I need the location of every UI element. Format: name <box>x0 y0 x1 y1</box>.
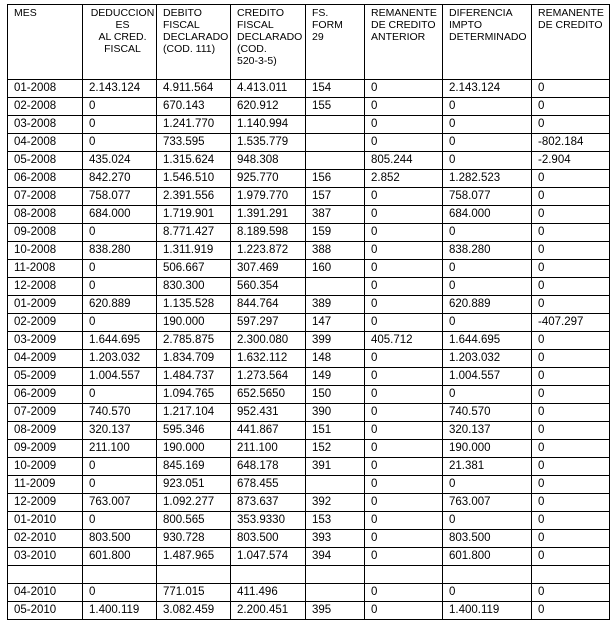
cell-credito: 803.500 <box>231 530 306 548</box>
cell-deducciones: 1.004.557 <box>83 368 157 386</box>
cell-diferencia: 0 <box>443 134 532 152</box>
cell-remanente: 0 <box>532 116 610 134</box>
cell-remanente-anterior: 0 <box>365 368 443 386</box>
cell-form: 157 <box>306 188 365 206</box>
cell-debito: 1.484.737 <box>157 368 231 386</box>
header-mes: MES <box>8 5 83 80</box>
cell-remanente-anterior: 0 <box>365 548 443 566</box>
blank-cell <box>157 566 231 584</box>
cell-credito: 948.308 <box>231 152 306 170</box>
cell-remanente: -407.297 <box>532 314 610 332</box>
cell-form: 160 <box>306 260 365 278</box>
cell-credito: 648.178 <box>231 458 306 476</box>
table-row <box>8 368 610 386</box>
cell-form: 151 <box>306 422 365 440</box>
cell-debito: 1.311.919 <box>157 242 231 260</box>
cell-remanente: 0 <box>532 422 610 440</box>
cell-remanente-anterior: 0 <box>365 422 443 440</box>
cell-diferencia: 620.889 <box>443 296 532 314</box>
cell-credito: 652.5650 <box>231 386 306 404</box>
cell-debito: 800.565 <box>157 512 231 530</box>
cell-credito: 597.297 <box>231 314 306 332</box>
cell-remanente: 0 <box>532 170 610 188</box>
cell-remanente: 0 <box>532 440 610 458</box>
table-row <box>8 314 610 332</box>
cell-credito: 560.354 <box>231 278 306 296</box>
cell-remanente-anterior: 0 <box>365 242 443 260</box>
cell-debito: 190.000 <box>157 314 231 332</box>
cell-remanente-anterior: 0 <box>365 584 443 602</box>
cell-diferencia: 803.500 <box>443 530 532 548</box>
cell-form <box>306 152 365 170</box>
cell-remanente: 0 <box>532 80 610 98</box>
cell-form <box>306 134 365 152</box>
cell-debito: 1.241.770 <box>157 116 231 134</box>
cell-deducciones: 0 <box>83 116 157 134</box>
cell-remanente: 0 <box>532 530 610 548</box>
table-row <box>8 602 610 620</box>
cell-deducciones: 0 <box>83 134 157 152</box>
table-row <box>8 332 610 350</box>
cell-mes: 04-2008 <box>8 134 83 152</box>
cell-debito: 1.546.510 <box>157 170 231 188</box>
cell-debito: 2.785.875 <box>157 332 231 350</box>
cell-mes: 05-2009 <box>8 368 83 386</box>
cell-diferencia: 0 <box>443 476 532 494</box>
cell-mes: 06-2008 <box>8 170 83 188</box>
header-diferencia-impuesto: DIFERENCIA IMPTO DETERMINADO <box>443 5 532 80</box>
table-row <box>8 404 610 422</box>
cell-mes: 05-2008 <box>8 152 83 170</box>
table-row <box>8 278 610 296</box>
table-row <box>8 170 610 188</box>
cell-form: 389 <box>306 296 365 314</box>
cell-form: 148 <box>306 350 365 368</box>
table-row <box>8 224 610 242</box>
cell-mes: 07-2008 <box>8 188 83 206</box>
cell-credito: 952.431 <box>231 404 306 422</box>
cell-credito: 8.189.598 <box>231 224 306 242</box>
cell-credito: 411.496 <box>231 584 306 602</box>
cell-remanente: 0 <box>532 404 610 422</box>
table-row <box>8 476 610 494</box>
table-row <box>8 260 610 278</box>
table-body <box>8 80 610 620</box>
header-deducciones: DEDUCCION ES AL CRED. FISCAL <box>83 5 157 80</box>
cell-deducciones: 0 <box>83 278 157 296</box>
cell-deducciones: 838.280 <box>83 242 157 260</box>
cell-remanente-anterior: 805.244 <box>365 152 443 170</box>
cell-remanente-anterior: 0 <box>365 530 443 548</box>
cell-diferencia: 1.644.695 <box>443 332 532 350</box>
cell-remanente-anterior: 0 <box>365 386 443 404</box>
cell-remanente: 0 <box>532 584 610 602</box>
cell-form: 153 <box>306 512 365 530</box>
blank-row <box>8 566 610 584</box>
cell-diferencia: 190.000 <box>443 440 532 458</box>
cell-deducciones: 740.570 <box>83 404 157 422</box>
cell-diferencia: 838.280 <box>443 242 532 260</box>
cell-form: 395 <box>306 602 365 620</box>
cell-credito: 1.047.574 <box>231 548 306 566</box>
cell-form: 393 <box>306 530 365 548</box>
cell-diferencia: 1.400.119 <box>443 602 532 620</box>
cell-diferencia: 0 <box>443 260 532 278</box>
cell-deducciones: 0 <box>83 224 157 242</box>
cell-diferencia: 601.800 <box>443 548 532 566</box>
cell-remanente-anterior: 0 <box>365 98 443 116</box>
cell-deducciones: 1.644.695 <box>83 332 157 350</box>
cell-form <box>306 116 365 134</box>
cell-remanente: -2.904 <box>532 152 610 170</box>
cell-remanente: 0 <box>532 350 610 368</box>
table-row <box>8 206 610 224</box>
cell-form: 150 <box>306 386 365 404</box>
cell-mes: 01-2008 <box>8 80 83 98</box>
cell-credito: 1.632.112 <box>231 350 306 368</box>
table-row <box>8 530 610 548</box>
header-form-29: FS. FORM 29 <box>306 5 365 80</box>
cell-mes: 04-2009 <box>8 350 83 368</box>
cell-mes: 02-2009 <box>8 314 83 332</box>
cell-remanente-anterior: 0 <box>365 350 443 368</box>
table-row <box>8 422 610 440</box>
cell-remanente-anterior: 0 <box>365 314 443 332</box>
cell-form <box>306 278 365 296</box>
cell-remanente-anterior: 0 <box>365 116 443 134</box>
cell-mes: 04-2010 <box>8 584 83 602</box>
table-row <box>8 584 610 602</box>
cell-diferencia: 0 <box>443 512 532 530</box>
table-row <box>8 296 610 314</box>
cell-deducciones: 0 <box>83 512 157 530</box>
blank-cell <box>231 566 306 584</box>
cell-deducciones: 1.203.032 <box>83 350 157 368</box>
cell-credito: 1.273.564 <box>231 368 306 386</box>
cell-remanente-anterior: 0 <box>365 602 443 620</box>
cell-form <box>306 476 365 494</box>
table-row <box>8 386 610 404</box>
cell-credito: 1.391.291 <box>231 206 306 224</box>
table-row <box>8 116 610 134</box>
cell-debito: 1.487.965 <box>157 548 231 566</box>
cell-debito: 3.082.459 <box>157 602 231 620</box>
cell-debito: 1.834.709 <box>157 350 231 368</box>
cell-diferencia: 2.143.124 <box>443 80 532 98</box>
cell-remanente: 0 <box>532 278 610 296</box>
cell-remanente-anterior: 0 <box>365 404 443 422</box>
cell-debito: 670.143 <box>157 98 231 116</box>
cell-debito: 845.169 <box>157 458 231 476</box>
blank-cell <box>306 566 365 584</box>
cell-diferencia: 758.077 <box>443 188 532 206</box>
cell-debito: 1.094.765 <box>157 386 231 404</box>
cell-credito: 1.535.779 <box>231 134 306 152</box>
cell-deducciones: 0 <box>83 314 157 332</box>
cell-credito: 1.223.872 <box>231 242 306 260</box>
cell-debito: 506.667 <box>157 260 231 278</box>
cell-deducciones: 763.007 <box>83 494 157 512</box>
cell-remanente-anterior: 0 <box>365 512 443 530</box>
cell-remanente: -802.184 <box>532 134 610 152</box>
cell-mes: 01-2010 <box>8 512 83 530</box>
cell-mes: 10-2008 <box>8 242 83 260</box>
cell-credito: 2.300.080 <box>231 332 306 350</box>
cell-deducciones: 211.100 <box>83 440 157 458</box>
cell-remanente: 0 <box>532 386 610 404</box>
table-row <box>8 98 610 116</box>
cell-mes: 02-2010 <box>8 530 83 548</box>
cell-mes: 11-2008 <box>8 260 83 278</box>
cell-remanente: 0 <box>532 548 610 566</box>
cell-deducciones: 758.077 <box>83 188 157 206</box>
cell-form: 391 <box>306 458 365 476</box>
cell-debito: 923.051 <box>157 476 231 494</box>
cell-credito: 620.912 <box>231 98 306 116</box>
table-row <box>8 242 610 260</box>
cell-diferencia: 1.004.557 <box>443 368 532 386</box>
cell-debito: 2.391.556 <box>157 188 231 206</box>
cell-mes: 06-2009 <box>8 386 83 404</box>
cell-form: 392 <box>306 494 365 512</box>
cell-mes: 08-2009 <box>8 422 83 440</box>
cell-debito: 1.092.277 <box>157 494 231 512</box>
cell-deducciones: 320.137 <box>83 422 157 440</box>
cell-deducciones: 0 <box>83 458 157 476</box>
cell-debito: 4.911.564 <box>157 80 231 98</box>
cell-remanente: 0 <box>532 476 610 494</box>
cell-remanente: 0 <box>532 458 610 476</box>
cell-deducciones: 2.143.124 <box>83 80 157 98</box>
cell-remanente-anterior: 0 <box>365 206 443 224</box>
cell-remanente: 0 <box>532 332 610 350</box>
blank-cell <box>83 566 157 584</box>
table-row <box>8 188 610 206</box>
cell-remanente: 0 <box>532 242 610 260</box>
table-row <box>8 152 610 170</box>
cell-debito: 1.719.901 <box>157 206 231 224</box>
cell-credito: 211.100 <box>231 440 306 458</box>
cell-diferencia: 21.381 <box>443 458 532 476</box>
table-row <box>8 134 610 152</box>
cell-diferencia: 0 <box>443 116 532 134</box>
cell-form: 388 <box>306 242 365 260</box>
cell-deducciones: 601.800 <box>83 548 157 566</box>
header-debito-fiscal: DEBITO FISCAL DECLARADO (COD. 111) <box>157 5 231 80</box>
cell-mes: 07-2009 <box>8 404 83 422</box>
header-remanente-anterior: REMANENTE DE CREDITO ANTERIOR <box>365 5 443 80</box>
cell-deducciones: 842.270 <box>83 170 157 188</box>
cell-form: 399 <box>306 332 365 350</box>
cell-mes: 02-2008 <box>8 98 83 116</box>
cell-mes: 03-2010 <box>8 548 83 566</box>
cell-deducciones: 0 <box>83 98 157 116</box>
cell-deducciones: 0 <box>83 584 157 602</box>
cell-deducciones: 1.400.119 <box>83 602 157 620</box>
cell-remanente-anterior: 405.712 <box>365 332 443 350</box>
cell-remanente-anterior: 0 <box>365 80 443 98</box>
blank-cell <box>8 566 83 584</box>
cell-diferencia: 684.000 <box>443 206 532 224</box>
cell-credito: 873.637 <box>231 494 306 512</box>
cell-remanente: 0 <box>532 296 610 314</box>
cell-remanente-anterior: 0 <box>365 260 443 278</box>
cell-debito: 190.000 <box>157 440 231 458</box>
cell-form: 149 <box>306 368 365 386</box>
cell-form <box>306 584 365 602</box>
cell-debito: 595.346 <box>157 422 231 440</box>
cell-remanente-anterior: 0 <box>365 224 443 242</box>
cell-remanente: 0 <box>532 602 610 620</box>
tax-credit-table <box>7 4 610 620</box>
blank-cell <box>532 566 610 584</box>
cell-diferencia: 0 <box>443 224 532 242</box>
cell-remanente-anterior: 0 <box>365 134 443 152</box>
cell-form: 390 <box>306 404 365 422</box>
cell-debito: 930.728 <box>157 530 231 548</box>
cell-remanente-anterior: 2.852 <box>365 170 443 188</box>
cell-credito: 925.770 <box>231 170 306 188</box>
cell-diferencia: 0 <box>443 386 532 404</box>
cell-debito: 830.300 <box>157 278 231 296</box>
cell-deducciones: 0 <box>83 260 157 278</box>
cell-diferencia: 0 <box>443 98 532 116</box>
cell-debito: 733.595 <box>157 134 231 152</box>
cell-debito: 771.015 <box>157 584 231 602</box>
cell-form: 159 <box>306 224 365 242</box>
cell-diferencia: 0 <box>443 584 532 602</box>
cell-credito: 307.469 <box>231 260 306 278</box>
header-remanente-credito: REMANENTE DE CREDITO <box>532 5 610 80</box>
cell-diferencia: 320.137 <box>443 422 532 440</box>
cell-mes: 09-2009 <box>8 440 83 458</box>
cell-debito: 1.315.624 <box>157 152 231 170</box>
cell-mes: 01-2009 <box>8 296 83 314</box>
cell-diferencia: 1.282.523 <box>443 170 532 188</box>
cell-remanente-anterior: 0 <box>365 296 443 314</box>
cell-remanente: 0 <box>532 368 610 386</box>
cell-mes: 11-2009 <box>8 476 83 494</box>
cell-mes: 12-2009 <box>8 494 83 512</box>
cell-form: 155 <box>306 98 365 116</box>
cell-remanente-anterior: 0 <box>365 494 443 512</box>
cell-credito: 441.867 <box>231 422 306 440</box>
cell-credito: 353.9330 <box>231 512 306 530</box>
cell-remanente: 0 <box>532 188 610 206</box>
cell-credito: 678.455 <box>231 476 306 494</box>
blank-cell <box>443 566 532 584</box>
cell-mes: 12-2008 <box>8 278 83 296</box>
cell-mes: 03-2009 <box>8 332 83 350</box>
cell-mes: 05-2010 <box>8 602 83 620</box>
cell-form: 394 <box>306 548 365 566</box>
cell-deducciones: 684.000 <box>83 206 157 224</box>
cell-debito: 1.135.528 <box>157 296 231 314</box>
cell-credito: 844.764 <box>231 296 306 314</box>
cell-credito: 2.200.451 <box>231 602 306 620</box>
table-row <box>8 458 610 476</box>
cell-mes: 09-2008 <box>8 224 83 242</box>
cell-debito: 1.217.104 <box>157 404 231 422</box>
cell-mes: 08-2008 <box>8 206 83 224</box>
cell-remanente: 0 <box>532 260 610 278</box>
cell-deducciones: 435.024 <box>83 152 157 170</box>
cell-remanente: 0 <box>532 98 610 116</box>
cell-diferencia: 0 <box>443 278 532 296</box>
cell-form: 156 <box>306 170 365 188</box>
cell-remanente: 0 <box>532 206 610 224</box>
cell-form: 154 <box>306 80 365 98</box>
cell-remanente: 0 <box>532 512 610 530</box>
cell-diferencia: 740.570 <box>443 404 532 422</box>
cell-form: 152 <box>306 440 365 458</box>
cell-diferencia: 0 <box>443 152 532 170</box>
table-row <box>8 350 610 368</box>
cell-mes: 03-2008 <box>8 116 83 134</box>
table-row <box>8 440 610 458</box>
cell-form: 147 <box>306 314 365 332</box>
cell-remanente: 0 <box>532 494 610 512</box>
cell-remanente-anterior: 0 <box>365 188 443 206</box>
cell-form: 387 <box>306 206 365 224</box>
cell-diferencia: 1.203.032 <box>443 350 532 368</box>
cell-credito: 1.979.770 <box>231 188 306 206</box>
cell-remanente: 0 <box>532 224 610 242</box>
table-header-row <box>8 5 610 80</box>
cell-remanente-anterior: 0 <box>365 476 443 494</box>
cell-debito: 8.771.427 <box>157 224 231 242</box>
blank-cell <box>365 566 443 584</box>
cell-deducciones: 0 <box>83 476 157 494</box>
cell-deducciones: 0 <box>83 386 157 404</box>
cell-credito: 1.140.994 <box>231 116 306 134</box>
cell-deducciones: 803.500 <box>83 530 157 548</box>
cell-deducciones: 620.889 <box>83 296 157 314</box>
table-row <box>8 494 610 512</box>
table-row <box>8 548 610 566</box>
cell-diferencia: 0 <box>443 314 532 332</box>
header-credito-fiscal: CREDITO FISCAL DECLARADO (COD. 520-3-5) <box>231 5 306 80</box>
cell-remanente-anterior: 0 <box>365 458 443 476</box>
cell-diferencia: 763.007 <box>443 494 532 512</box>
cell-mes: 10-2009 <box>8 458 83 476</box>
cell-credito: 4.413.011 <box>231 80 306 98</box>
cell-remanente-anterior: 0 <box>365 278 443 296</box>
cell-remanente-anterior: 0 <box>365 440 443 458</box>
table-row <box>8 80 610 98</box>
table-row <box>8 512 610 530</box>
